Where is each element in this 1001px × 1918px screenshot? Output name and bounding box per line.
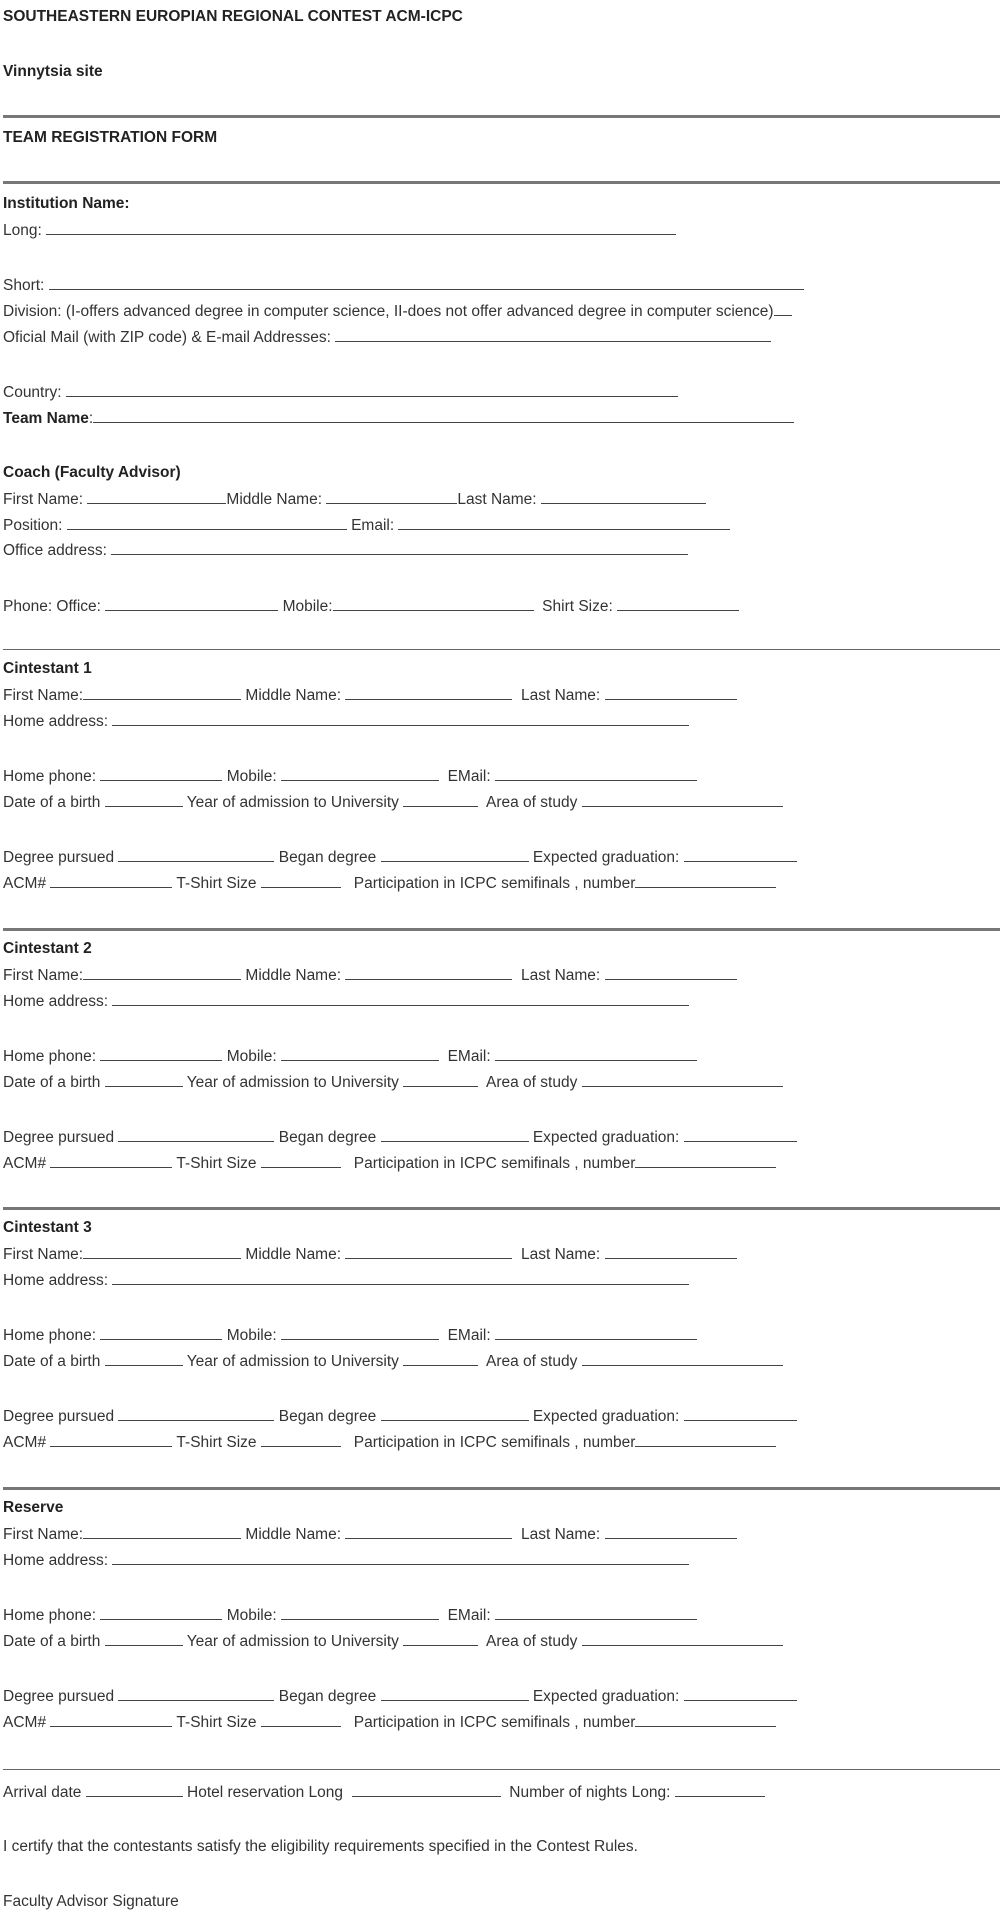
degree-row: Degree pursued Began degree Expected graduation:	[3, 848, 797, 867]
s4-acm-field[interactable]	[50, 1713, 172, 1727]
s1-acm-field[interactable]	[50, 874, 172, 888]
s3-participation-field[interactable]	[635, 1433, 776, 1447]
s4-email-field[interactable]	[495, 1606, 697, 1620]
birth-row: Date of a birth Year of admission to University Area of study	[3, 1632, 783, 1651]
s2-mobile-field[interactable]	[281, 1047, 439, 1061]
s3-area-of-study-field[interactable]	[582, 1352, 783, 1366]
divider	[3, 1207, 1000, 1210]
coach-email-field[interactable]	[398, 516, 730, 530]
s2-acm-field[interactable]	[50, 1154, 172, 1168]
s4-expected-graduation-field[interactable]	[684, 1687, 797, 1701]
institution-short-field[interactable]	[49, 276, 804, 290]
s3-began-degree-field[interactable]	[381, 1407, 529, 1421]
coach-heading: Coach (Faculty Advisor)	[3, 464, 181, 481]
country-field[interactable]	[66, 383, 678, 397]
s3-middle-name-field[interactable]	[345, 1245, 512, 1259]
signature-label: Faculty Advisor Signature	[3, 1893, 179, 1910]
s2-expected-graduation-field[interactable]	[684, 1128, 797, 1142]
name-row: First Name: Middle Name: Last Name:	[3, 966, 737, 985]
s2-began-degree-field[interactable]	[381, 1128, 529, 1142]
s1-degree-pursued-field[interactable]	[118, 848, 274, 862]
contact-row: Home phone: Mobile: EMail:	[3, 1326, 697, 1345]
s3-expected-graduation-field[interactable]	[684, 1407, 797, 1421]
s3-home-phone-field[interactable]	[100, 1326, 222, 1340]
s4-home-phone-field[interactable]	[100, 1606, 222, 1620]
institution-short-row: Short:	[3, 276, 804, 295]
s2-last-name-field[interactable]	[605, 966, 737, 980]
home-address-row: Home address:	[3, 712, 689, 731]
home-address-row: Home address:	[3, 1271, 689, 1290]
name-row: First Name: Middle Name: Last Name:	[3, 1525, 737, 1544]
acm-row: ACM# T-Shirt Size Participation in ICPC semifinals , number	[3, 1713, 776, 1732]
s1-began-degree-field[interactable]	[381, 848, 529, 862]
s3-home-address-field[interactable]	[112, 1271, 689, 1285]
name-row: First Name: Middle Name: Last Name:	[3, 686, 737, 705]
birth-row: Date of a birth Year of admission to University Area of study	[3, 1073, 783, 1092]
coach-position-row: Position: Email:	[3, 516, 730, 535]
s1-mobile-field[interactable]	[281, 767, 439, 781]
s4-mobile-field[interactable]	[281, 1606, 439, 1620]
divider	[3, 928, 1000, 931]
s1-area-of-study-field[interactable]	[582, 793, 783, 807]
s3-mobile-field[interactable]	[281, 1326, 439, 1340]
s4-home-address-field[interactable]	[112, 1551, 689, 1565]
s2-first-name-field[interactable]	[83, 966, 241, 980]
coach-position-field[interactable]	[67, 516, 347, 530]
s2-participation-field[interactable]	[635, 1154, 776, 1168]
s3-birth-date-field[interactable]	[105, 1352, 183, 1366]
division-field[interactable]	[774, 302, 792, 316]
s4-participation-field[interactable]	[635, 1713, 776, 1727]
s1-participation-field[interactable]	[635, 874, 776, 888]
birth-row: Date of a birth Year of admission to University Area of study	[3, 1352, 783, 1371]
coach-shirt-size-field[interactable]	[617, 597, 739, 611]
degree-row: Degree pursued Began degree Expected graduation:	[3, 1687, 797, 1706]
s1-middle-name-field[interactable]	[345, 686, 512, 700]
mail-field[interactable]	[335, 328, 771, 342]
s2-area-of-study-field[interactable]	[582, 1073, 783, 1087]
s1-email-field[interactable]	[495, 767, 697, 781]
section-heading: Cintestant 1	[3, 660, 92, 677]
s3-tshirt-field[interactable]	[261, 1433, 341, 1447]
coach-mobile-field[interactable]	[333, 597, 534, 611]
acm-row: ACM# T-Shirt Size Participation in ICPC semifinals , number	[3, 874, 776, 893]
home-address-row: Home address:	[3, 992, 689, 1011]
team-name-row: Team Name:	[3, 409, 794, 428]
divider	[3, 1769, 1000, 1770]
s3-admission-year-field[interactable]	[403, 1352, 478, 1366]
s3-last-name-field[interactable]	[605, 1245, 737, 1259]
section-heading: Cintestant 3	[3, 1219, 92, 1236]
form-title: TEAM REGISTRATION FORM	[3, 129, 218, 146]
s1-expected-graduation-field[interactable]	[684, 848, 797, 862]
birth-row: Date of a birth Year of admission to University Area of study	[3, 793, 783, 812]
institution-long-row: Long:	[3, 221, 676, 240]
institution-long-field[interactable]	[46, 221, 676, 235]
s4-area-of-study-field[interactable]	[582, 1632, 783, 1646]
s4-tshirt-field[interactable]	[261, 1713, 341, 1727]
s4-middle-name-field[interactable]	[345, 1525, 512, 1539]
s2-home-phone-field[interactable]	[100, 1047, 222, 1061]
contact-row: Home phone: Mobile: EMail:	[3, 1047, 697, 1066]
section-heading: Cintestant 2	[3, 940, 92, 957]
arrival-date-field[interactable]	[86, 1783, 183, 1797]
s4-degree-pursued-field[interactable]	[118, 1687, 274, 1701]
s4-admission-year-field[interactable]	[403, 1632, 478, 1646]
contact-row: Home phone: Mobile: EMail:	[3, 1606, 697, 1625]
degree-row: Degree pursued Began degree Expected graduation:	[3, 1128, 797, 1147]
coach-office-row: Office address:	[3, 541, 688, 560]
s1-admission-year-field[interactable]	[403, 793, 478, 807]
s1-first-name-field[interactable]	[83, 686, 241, 700]
nights-field[interactable]	[675, 1783, 765, 1797]
s2-home-address-field[interactable]	[112, 992, 689, 1006]
s2-email-field[interactable]	[495, 1047, 697, 1061]
s1-last-name-field[interactable]	[605, 686, 737, 700]
team-name-field[interactable]	[93, 409, 794, 423]
home-address-row: Home address:	[3, 1551, 689, 1570]
arrival-row: Arrival date Hotel reservation Long Number of nights Long:	[3, 1783, 765, 1802]
s2-tshirt-field[interactable]	[261, 1154, 341, 1168]
s4-birth-date-field[interactable]	[105, 1632, 183, 1646]
s4-first-name-field[interactable]	[83, 1525, 241, 1539]
institution-heading: Institution Name:	[3, 195, 130, 212]
s2-middle-name-field[interactable]	[345, 966, 512, 980]
country-row: Country:	[3, 383, 678, 402]
coach-phone-office-field[interactable]	[105, 597, 278, 611]
site-name: Vinnytsia site	[3, 63, 103, 80]
name-row: First Name: Middle Name: Last Name:	[3, 1245, 737, 1264]
mail-row: Oficial Mail (with ZIP code) & E-mail Addresses:	[3, 328, 771, 347]
divider	[3, 181, 1000, 184]
s2-birth-date-field[interactable]	[105, 1073, 183, 1087]
coach-office-field[interactable]	[111, 541, 688, 555]
s4-last-name-field[interactable]	[605, 1525, 737, 1539]
s4-began-degree-field[interactable]	[381, 1687, 529, 1701]
s1-home-address-field[interactable]	[112, 712, 689, 726]
s1-birth-date-field[interactable]	[105, 793, 183, 807]
coach-name-row: First Name: Middle Name: Last Name:	[3, 490, 706, 509]
coach-phone-row: Phone: Office: Mobile: Shirt Size:	[3, 597, 739, 616]
section-heading: Reserve	[3, 1499, 64, 1516]
coach-first-name-field[interactable]	[87, 490, 226, 504]
s2-degree-pursued-field[interactable]	[118, 1128, 274, 1142]
degree-row: Degree pursued Began degree Expected graduation:	[3, 1407, 797, 1426]
divider	[3, 1487, 1000, 1490]
divider	[3, 649, 1000, 650]
hotel-field[interactable]	[352, 1783, 501, 1797]
certify-text: I certify that the contestants satisfy the eligibility requirements specified in the Contest Rules.	[3, 1838, 638, 1855]
s3-first-name-field[interactable]	[83, 1245, 241, 1259]
acm-row: ACM# T-Shirt Size Participation in ICPC semifinals , number	[3, 1154, 776, 1173]
coach-last-name-field[interactable]	[541, 490, 706, 504]
s1-home-phone-field[interactable]	[100, 767, 222, 781]
acm-row: ACM# T-Shirt Size Participation in ICPC semifinals , number	[3, 1433, 776, 1452]
divider	[3, 115, 1000, 118]
s3-email-field[interactable]	[495, 1326, 697, 1340]
contact-row: Home phone: Mobile: EMail:	[3, 767, 697, 786]
s1-tshirt-field[interactable]	[261, 874, 341, 888]
s2-admission-year-field[interactable]	[403, 1073, 478, 1087]
s3-acm-field[interactable]	[50, 1433, 172, 1447]
s3-degree-pursued-field[interactable]	[118, 1407, 274, 1421]
division-row: Division: (I-offers advanced degree in computer science, II-does not offer advanced degree in computer science)	[3, 302, 792, 321]
contest-title: SOUTHEASTERN EUROPIAN REGIONAL CONTEST ACM-ICPC	[3, 8, 463, 25]
coach-middle-name-field[interactable]	[326, 490, 457, 504]
